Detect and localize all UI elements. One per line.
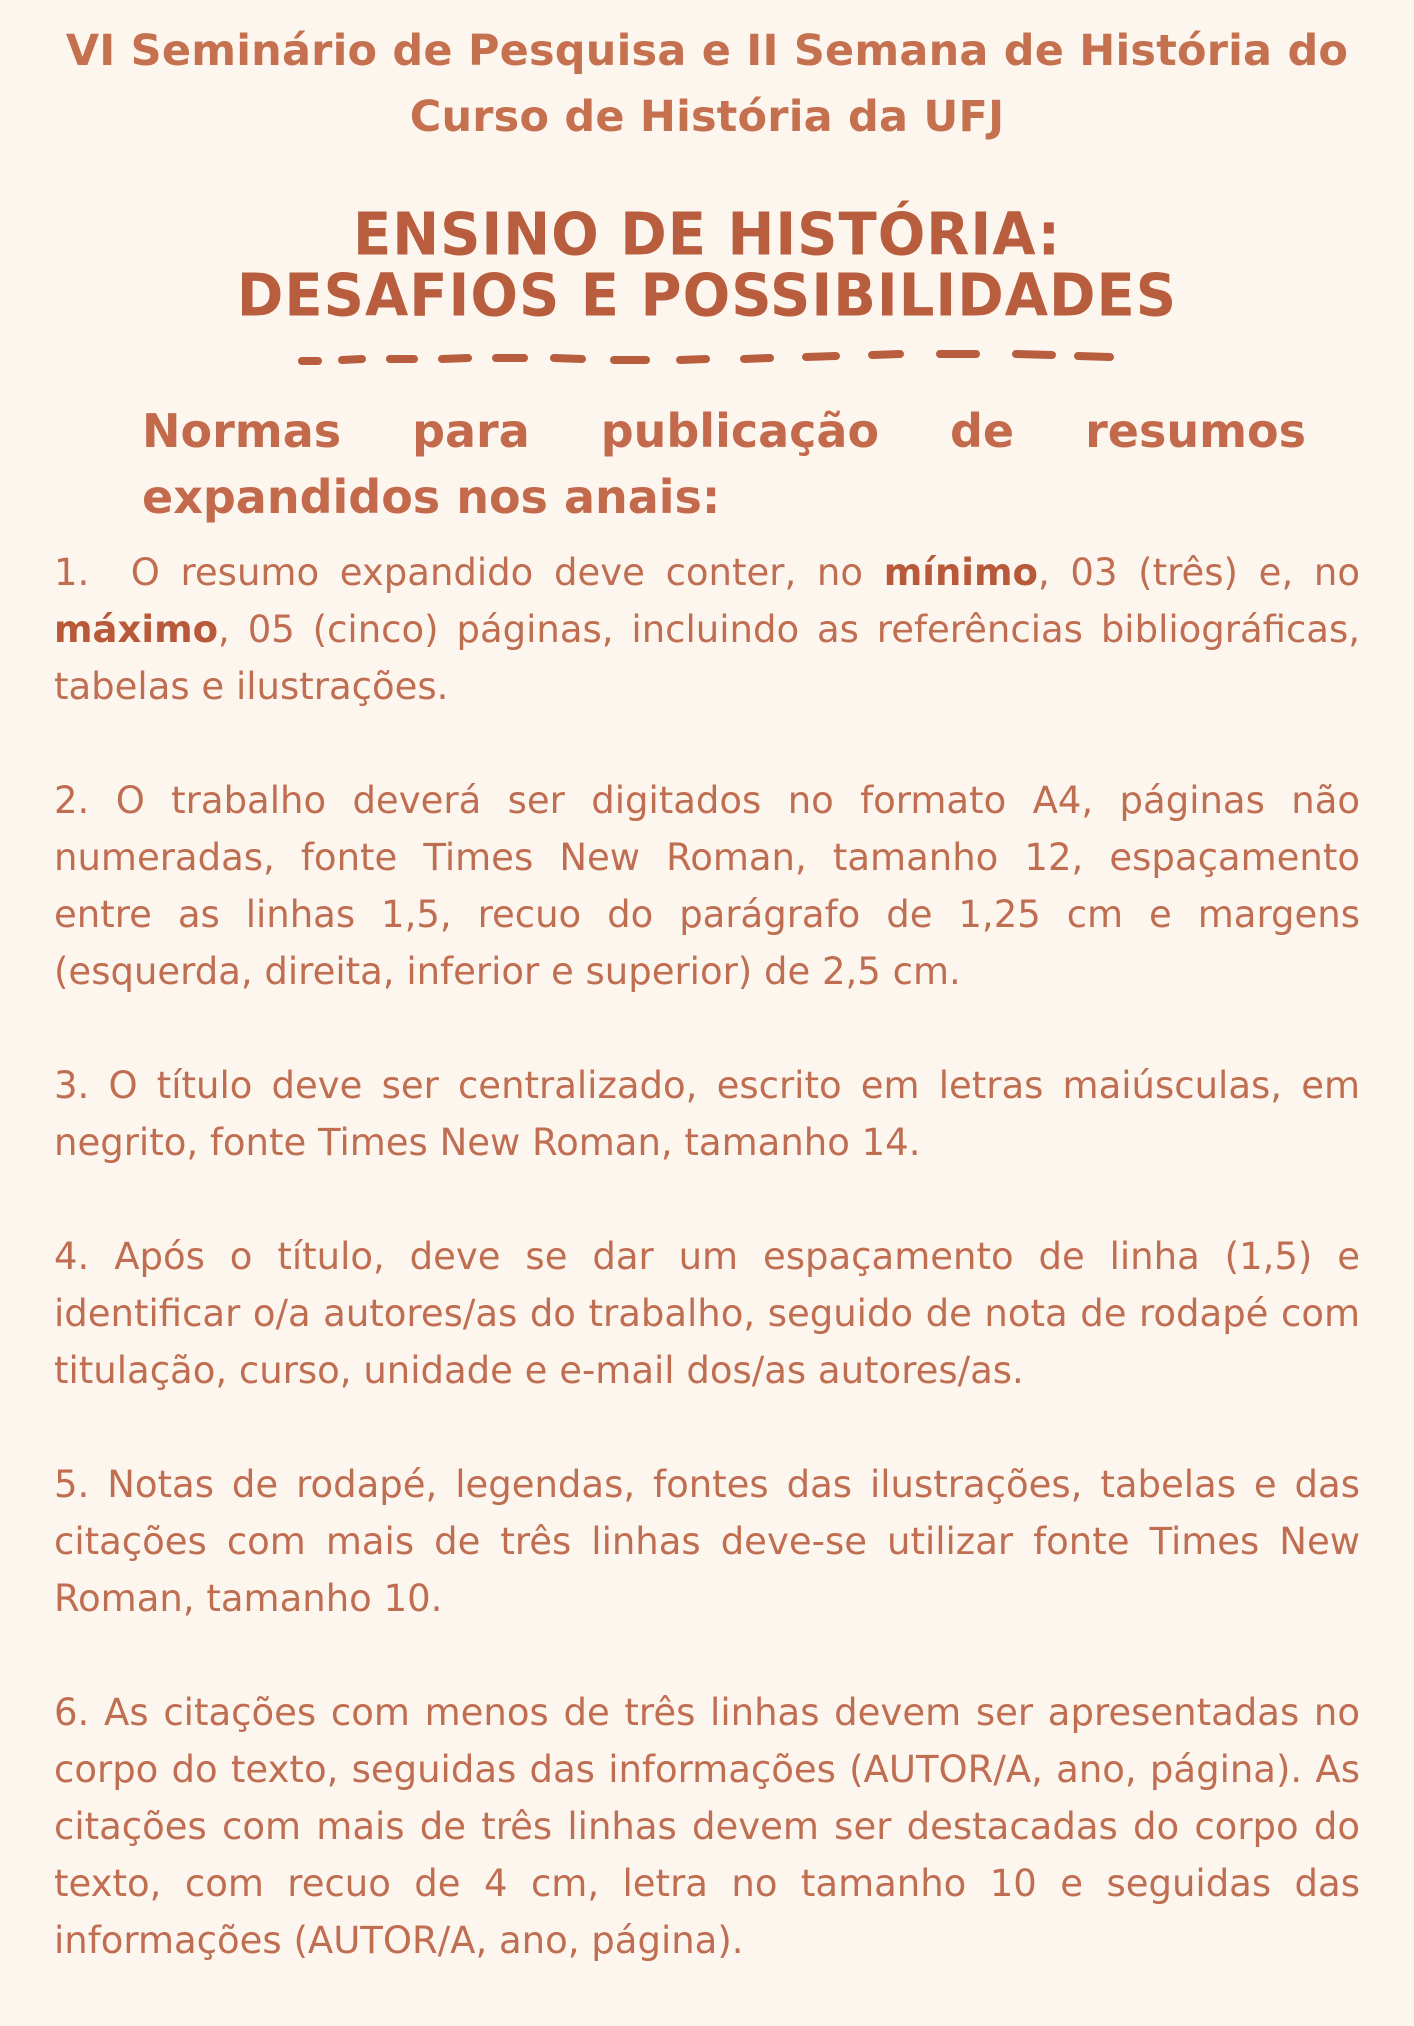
rule-text: O trabalho deverá ser digitados no formato A4, páginas não numeradas, fonte Times New Roman, tamanho 12, espaçamento entre as linhas 1,5, recuo do parágrafo de 1,25 cm e margens (esquerda, direita, inferior e superior) de 2,5 cm. <box>54 779 1361 993</box>
norms-heading-line1: Normas para publicação de resumos <box>142 404 1306 458</box>
rule-2 <box>54 772 1360 1000</box>
rule-text: As citações com menos de três linhas devem ser apresentadas no corpo do texto, seguidas das informações (AUTOR/A, ano, página). As citações com mais de três linhas devem ser destacadas do corpo do texto, com recuo de 4 cm, letra no tamanho 10 e seguidas das informações (AUTOR/A, ano, página). <box>54 1691 1361 1962</box>
rule-number: 1. <box>54 551 90 594</box>
rule-emphasis: máximo <box>54 608 219 651</box>
norms-heading-line2: expandidos nos anais: <box>142 470 721 524</box>
rules-list <box>54 544 1360 2026</box>
rule-1 <box>54 544 1360 715</box>
rule-number: 2. <box>54 779 90 822</box>
rule-text: , 05 (cinco) páginas, incluindo as referências bibliográficas, tabelas e ilustrações. <box>54 608 1360 708</box>
rule-3 <box>54 1057 1360 1171</box>
theme-title-line1: ENSINO DE HISTÓRIA: <box>352 200 1062 270</box>
rule-text: O título deve ser centralizado, escrito em letras maiúsculas, em negrito, fonte Times New Roman, tamanho 14. <box>54 1064 1360 1164</box>
rule-text: Após o título, deve se dar um espaçamento de linha (1,5) e identificar o/a autores/as do trabalho, seguido de nota de rodapé com titulação, curso, unidade e e-mail dos/as autores/as. <box>54 1235 1361 1392</box>
rule-5 <box>54 1456 1360 1627</box>
rule-number: 3. <box>54 1064 90 1107</box>
seminar-title-line1: VI Seminário de Pesquisa e II Semana de História do <box>65 26 1349 76</box>
rule-text: , 03 (três) e, no <box>1037 551 1360 594</box>
norms-heading <box>142 398 1306 530</box>
rule-text: Notas de rodapé, legendas, fontes das ilustrações, tabelas e das citações com mais de três linhas deve-se utilizar fonte Times New Roman, tamanho 10. <box>54 1463 1360 1620</box>
rule-text: O resumo expandido deve conter, no <box>130 551 884 594</box>
rule-number: 6. <box>54 1691 90 1734</box>
seminar-title <box>60 18 1354 150</box>
rule-number: 5. <box>54 1463 90 1506</box>
seminar-title-line2: Curso de História da UFJ <box>409 92 1005 142</box>
theme-title-line2: DESAFIOS E POSSIBILIDADES <box>236 261 1178 331</box>
rule-emphasis: mínimo <box>883 551 1038 594</box>
dashed-divider <box>296 345 1116 369</box>
rule-6 <box>54 1684 1360 1969</box>
rule-4 <box>54 1228 1360 1399</box>
theme-title <box>200 200 1214 331</box>
rule-number: 4. <box>54 1235 90 1278</box>
